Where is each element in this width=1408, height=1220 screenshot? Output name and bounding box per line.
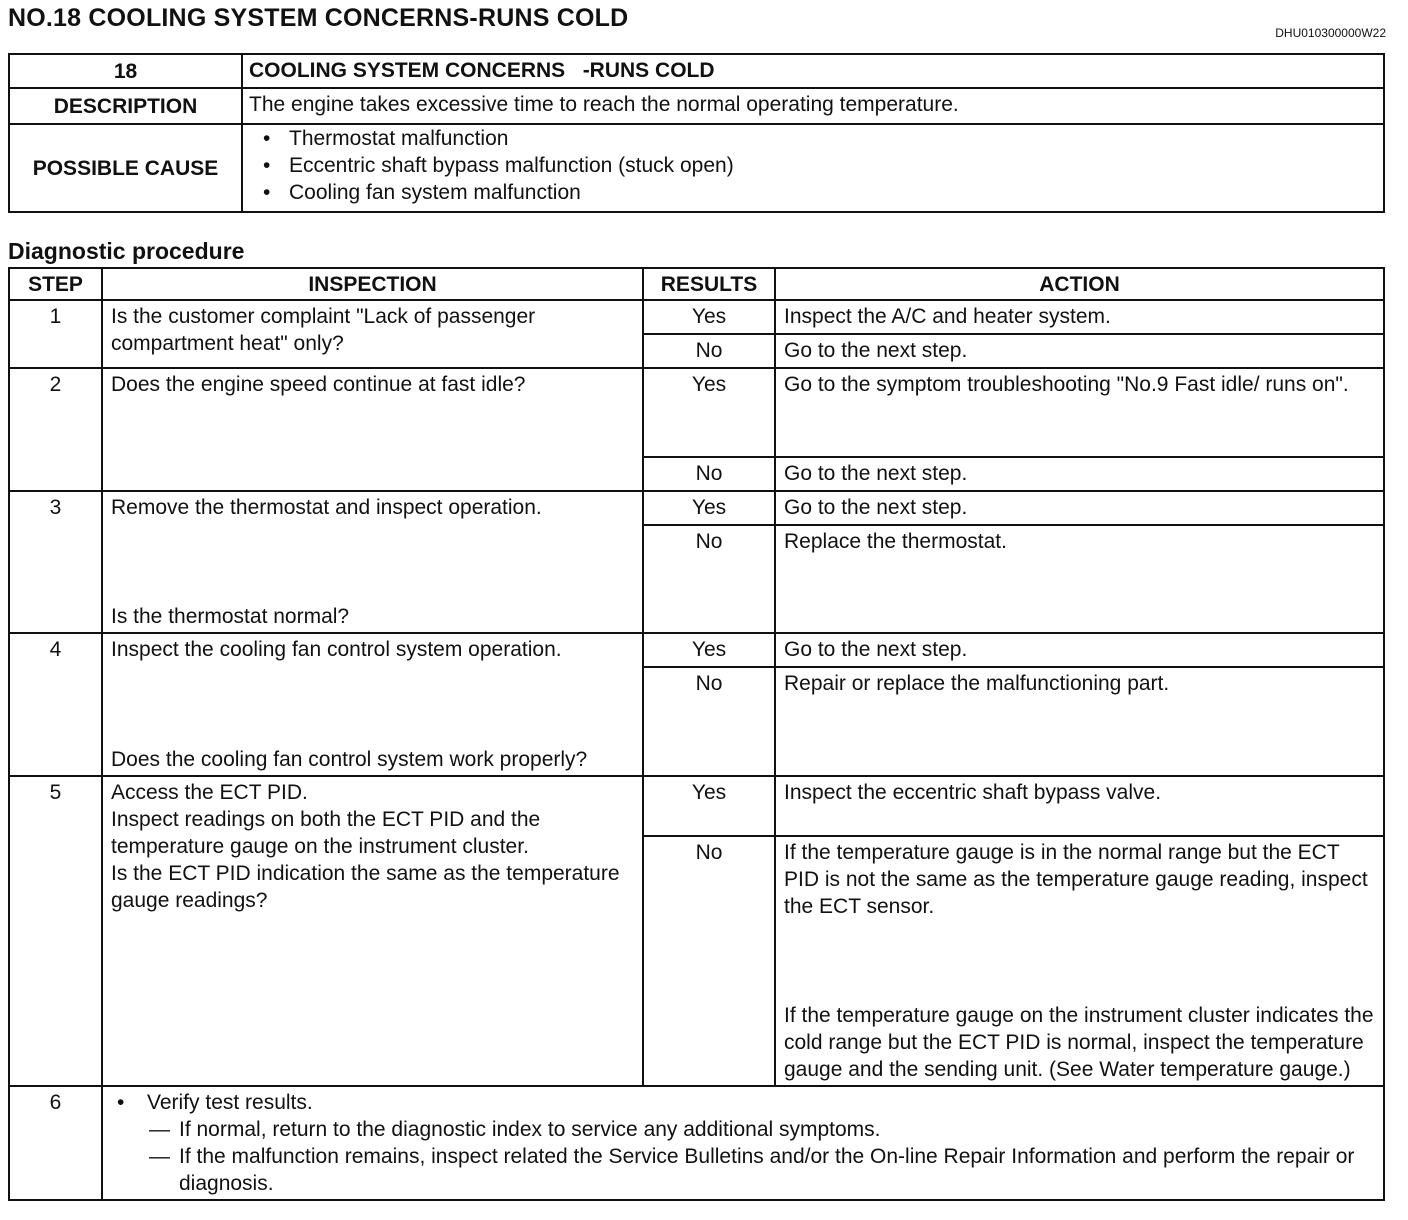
step-number: 4 bbox=[9, 633, 102, 776]
result-no: No bbox=[643, 836, 775, 1086]
step-question: Is the ECT PID indication the same as the temperature gauge readings? bbox=[111, 862, 620, 912]
result-yes: Yes bbox=[643, 776, 775, 836]
verify-normal-text: If normal, return to the diagnostic index to service any additional symptoms. bbox=[179, 1118, 881, 1141]
possible-cause-cell bbox=[242, 124, 1384, 212]
action-no: Replace the thermostat. bbox=[775, 525, 1384, 633]
table-row bbox=[9, 1086, 1384, 1200]
column-step: STEP bbox=[9, 268, 102, 300]
diagnostic-heading: Diagnostic procedure bbox=[8, 238, 245, 264]
result-no: No bbox=[643, 667, 775, 776]
action-yes: Go to the symptom troubleshooting "No.9 Fast idle/ runs on". bbox=[775, 368, 1384, 457]
step-inspection-cell bbox=[102, 633, 643, 776]
step-number: 2 bbox=[9, 368, 102, 491]
step-number: 3 bbox=[9, 491, 102, 633]
action-yes: Go to the next step. bbox=[775, 491, 1384, 525]
cause-item: • Eccentric shaft bypass malfunction (stuck open) bbox=[289, 152, 1377, 179]
action-no: Go to the next step. bbox=[775, 334, 1384, 368]
result-no: No bbox=[643, 334, 775, 368]
cause-item: • Thermostat malfunction bbox=[289, 125, 1377, 152]
step-inspection: Is the customer complaint "Lack of passenger compartment heat" only? bbox=[102, 300, 643, 368]
step-inspection: Does the engine speed continue at fast idle? bbox=[102, 368, 643, 491]
action-no: Repair or replace the malfunctioning part. bbox=[775, 667, 1384, 776]
step-question: Is the thermostat normal? bbox=[111, 605, 350, 628]
verify-block bbox=[107, 1089, 1377, 1197]
column-inspection: INSPECTION bbox=[102, 268, 643, 300]
result-no: No bbox=[643, 457, 775, 491]
step-inspection: Inspect the cooling fan control system operation. bbox=[111, 638, 562, 661]
step-question: Does the cooling fan control system work properly? bbox=[111, 748, 588, 771]
action-no: If the temperature gauge is in the normal range but the ECT PID is not the same as the temperature gauge reading, inspect the ECT sensor. bbox=[784, 841, 1368, 918]
table-row bbox=[9, 776, 1384, 836]
action-no-cell bbox=[775, 836, 1384, 1086]
action-no-alternate: If the temperature gauge on the instrument cluster indicates the cold range but the ECT PID is normal, inspect the temperature gauge and the sending unit. (See Water temperature gauge.) bbox=[784, 1004, 1374, 1081]
step-inspection: Remove the thermostat and inspect operation. bbox=[111, 496, 542, 519]
symptom-summary-table bbox=[8, 53, 1385, 213]
description-label: DESCRIPTION bbox=[9, 88, 242, 124]
step-inspection-line: Inspect readings on both the ECT PID and the temperature gauge on the instrument cluster. bbox=[111, 808, 541, 858]
table-row bbox=[9, 300, 1384, 334]
table-row bbox=[9, 491, 1384, 525]
result-yes: Yes bbox=[643, 491, 775, 525]
cause-item: • Cooling fan system malfunction bbox=[289, 179, 1377, 206]
result-yes: Yes bbox=[643, 300, 775, 334]
dash-mark: — bbox=[149, 1145, 170, 1168]
step-inspection-cell bbox=[102, 776, 643, 1086]
result-yes: Yes bbox=[643, 633, 775, 667]
possible-cause-label: POSSIBLE CAUSE bbox=[9, 124, 242, 212]
verify-cell bbox=[102, 1086, 1384, 1200]
verify-remains-text: If the malfunction remains, inspect related the Service Bulletins and/or the On-line Repair Information and perform the repair or diagnosis. bbox=[179, 1145, 1355, 1195]
action-yes: Go to the next step. bbox=[775, 633, 1384, 667]
step-number: 5 bbox=[9, 776, 102, 1086]
symptom-number: 18 bbox=[9, 54, 242, 88]
page-title: NO.18 COOLING SYSTEM CONCERNS-RUNS COLD bbox=[8, 4, 629, 32]
result-yes: Yes bbox=[643, 368, 775, 457]
verify-remains bbox=[107, 1143, 1377, 1197]
dash-mark: — bbox=[149, 1118, 170, 1141]
action-no: Go to the next step. bbox=[775, 457, 1384, 491]
column-action: ACTION bbox=[775, 268, 1384, 300]
table-row bbox=[9, 633, 1384, 667]
result-no: No bbox=[643, 525, 775, 633]
action-yes: Inspect the eccentric shaft bypass valve. bbox=[775, 776, 1384, 836]
diagnostic-header-row bbox=[9, 268, 1384, 300]
table-row bbox=[9, 368, 1384, 457]
step-inspection-cell bbox=[102, 491, 643, 633]
step-inspection-line: Access the ECT PID. bbox=[111, 781, 308, 804]
diagnostic-procedure-table bbox=[8, 267, 1385, 1201]
verify-normal bbox=[107, 1116, 1377, 1143]
possible-cause-list bbox=[249, 125, 1377, 206]
symptom-name: COOLING SYSTEM CONCERNS -RUNS COLD bbox=[242, 54, 1384, 88]
document-code: DHU010300000W22 bbox=[1275, 26, 1386, 40]
step-number: 6 bbox=[9, 1086, 102, 1200]
description-text: The engine takes excessive time to reach the normal operating temperature. bbox=[242, 88, 1384, 124]
verify-item: • Verify test results. bbox=[107, 1089, 1377, 1116]
column-results: RESULTS bbox=[643, 268, 775, 300]
step-number: 1 bbox=[9, 300, 102, 368]
action-yes: Inspect the A/C and heater system. bbox=[775, 300, 1384, 334]
